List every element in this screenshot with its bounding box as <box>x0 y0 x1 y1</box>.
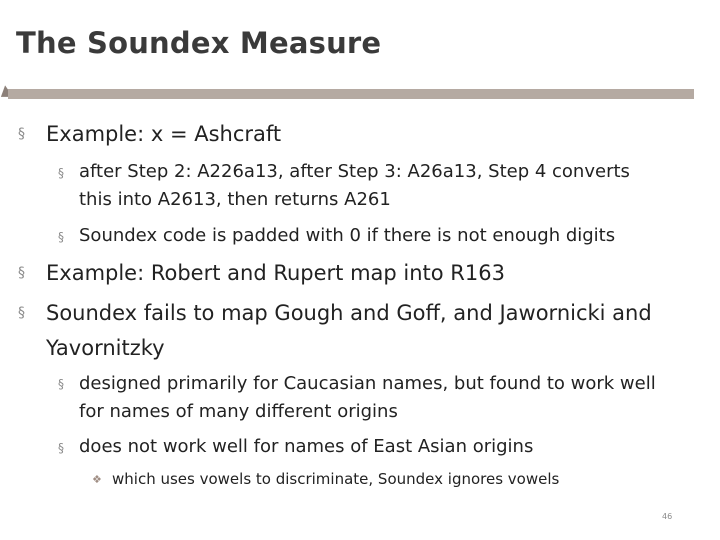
bullet-marker: § <box>58 166 64 180</box>
bullet-item: Example: x = Ashcraft <box>46 122 282 146</box>
bullet-item-continuation: this into A2613, then returns A261 <box>79 189 391 210</box>
bullet-marker: ❖ <box>92 473 102 486</box>
bullet-marker: § <box>58 441 64 455</box>
bullet-item-continuation: for names of many different origins <box>79 401 398 422</box>
bullet-marker: § <box>18 265 25 281</box>
bullet-marker: § <box>18 305 25 321</box>
bullet-item: Soundex code is padded with 0 if there is not enough digits <box>79 225 616 246</box>
page-number: 46 <box>662 512 673 521</box>
bullet-item: after Step 2: A226a13, after Step 3: A26a13, Step 4 converts <box>79 161 630 182</box>
bullet-item: designed primarily for Caucasian names, but found to work well <box>79 373 656 394</box>
title-rule <box>8 89 694 99</box>
bullet-marker: § <box>58 230 64 244</box>
bullet-item: which uses vowels to discriminate, Soundex ignores vowels <box>112 470 560 488</box>
bullet-item: does not work well for names of East Asian origins <box>79 436 534 457</box>
slide-title: The Soundex Measure <box>16 26 382 60</box>
bullet-item-continuation: Yavornitzky <box>46 336 165 360</box>
bullet-marker: § <box>18 126 25 142</box>
bullet-marker: § <box>58 377 64 391</box>
bullet-item: Soundex fails to map Gough and Goff, and Jawornicki and <box>46 301 652 325</box>
bullet-item: Example: Robert and Rupert map into R163 <box>46 261 505 285</box>
